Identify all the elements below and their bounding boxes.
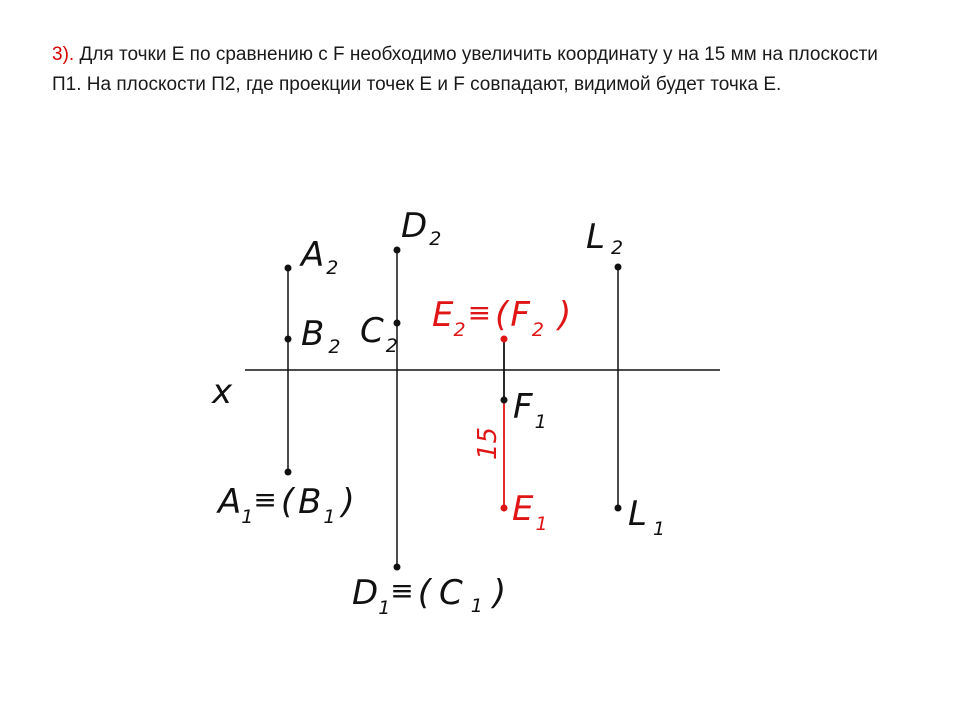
label-c2: C $_2$ xyxy=(360,311,398,357)
label-e2-f2: $E_2^\equiv$ (F $_2$ ) xyxy=(432,295,572,341)
point-c2 xyxy=(394,320,401,327)
point-a2 xyxy=(285,265,292,272)
point-l1 xyxy=(615,505,622,512)
point-b2 xyxy=(285,336,292,343)
point-l2 xyxy=(615,264,622,271)
label-b2: B $_2$ xyxy=(301,314,341,358)
label-l2: L 2 xyxy=(586,217,624,259)
label-l1: L $_1$ xyxy=(628,494,666,540)
label-d2: D $_2$ xyxy=(401,206,442,250)
task-statement: Для точки E по сравнению с F необходимо увеличить координату y на 15 мм на плоскости П1. На плоскости П2, где проекции точек E и F совпадают, видимой будет точка E. xyxy=(52,44,878,95)
point-d1-c1 xyxy=(394,564,401,571)
label-d1-c1: $D_1^\equiv$ ( C $_1$ ) xyxy=(352,573,507,619)
task-number: 3). xyxy=(52,44,75,65)
x-axis-label: x xyxy=(212,372,233,412)
dimension-15: 15 xyxy=(473,426,503,460)
label-e1: E $_1$ xyxy=(512,489,548,535)
point-e1 xyxy=(501,505,508,512)
label-f1: F $_1$ xyxy=(513,387,547,433)
point-e2-f2 xyxy=(501,336,508,343)
label-a2: A $_2$ xyxy=(301,235,339,279)
label-a1-b1: $A_1^\equiv$ ( B $_1$ ) xyxy=(218,482,355,528)
point-d2 xyxy=(394,247,401,254)
point-f1 xyxy=(501,397,508,404)
point-a1-b1 xyxy=(285,469,292,476)
